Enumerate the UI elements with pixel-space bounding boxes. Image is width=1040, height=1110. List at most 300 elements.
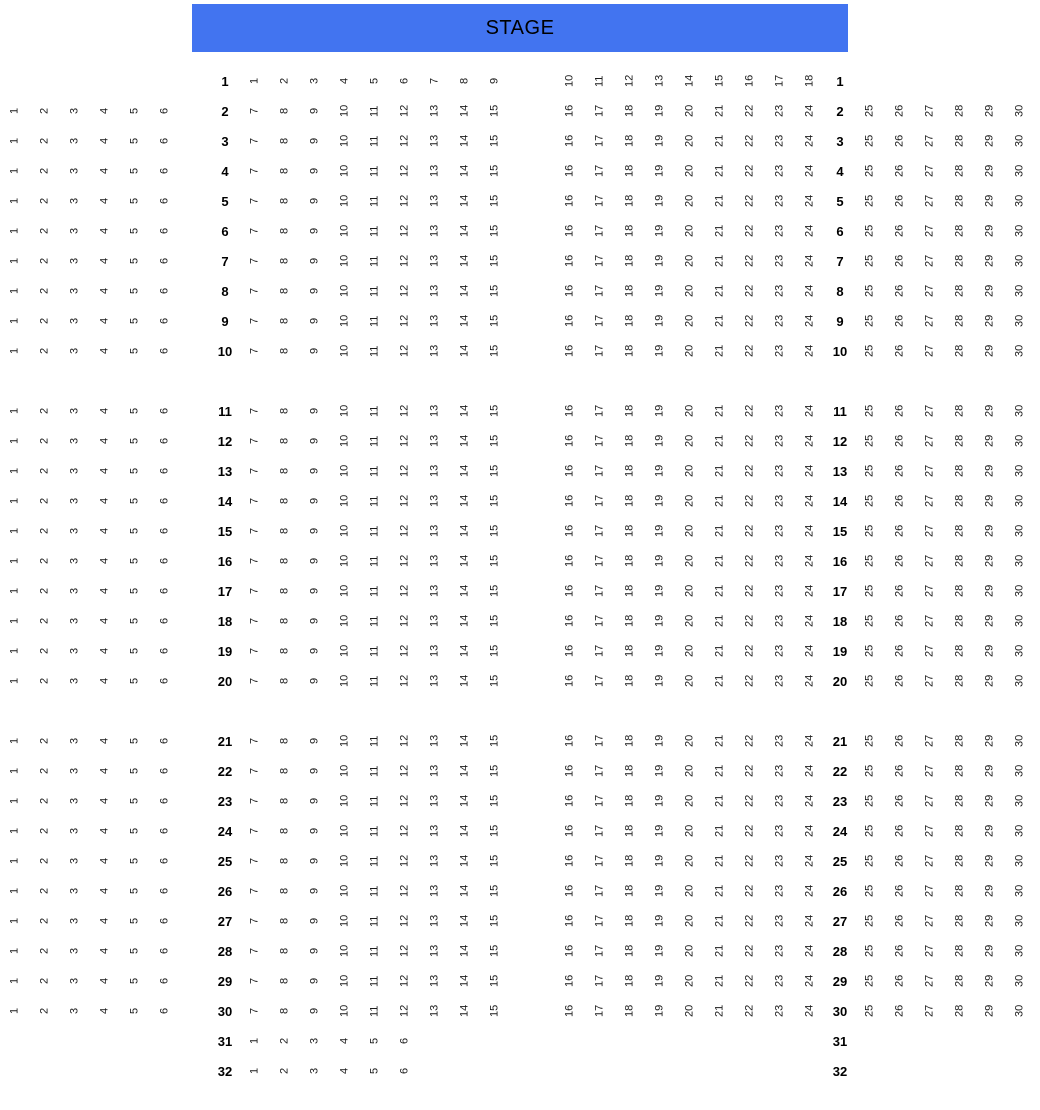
seat[interactable]: 22 [743, 1004, 756, 1018]
seat[interactable]: 28 [953, 944, 966, 958]
seat[interactable]: 29 [983, 314, 996, 328]
seat[interactable]: 22 [743, 194, 756, 208]
seat[interactable]: 11 [368, 795, 381, 807]
seat[interactable]: 4 [98, 587, 111, 595]
seat[interactable]: 26 [893, 524, 906, 538]
seat[interactable]: 11 [368, 675, 381, 687]
seat[interactable]: 28 [953, 344, 966, 358]
seat[interactable]: 17 [593, 854, 606, 868]
seat[interactable]: 23 [773, 644, 786, 658]
seat[interactable]: 4 [98, 827, 111, 835]
seat[interactable]: 29 [983, 614, 996, 628]
seat[interactable]: 9 [308, 497, 321, 505]
seat[interactable]: 25 [863, 1004, 876, 1018]
seat[interactable]: 23 [773, 554, 786, 568]
seat[interactable]: 2 [38, 467, 51, 475]
seat[interactable]: 25 [863, 164, 876, 178]
seat[interactable]: 22 [743, 614, 756, 628]
seat[interactable]: 22 [743, 734, 756, 748]
seat[interactable]: 15 [713, 74, 726, 88]
seat[interactable]: 14 [458, 764, 471, 778]
seat[interactable]: 29 [983, 884, 996, 898]
seat[interactable]: 19 [653, 554, 666, 568]
seat[interactable]: 6 [398, 1067, 411, 1075]
seat[interactable]: 23 [773, 794, 786, 808]
seat[interactable]: 9 [308, 617, 321, 625]
seat[interactable]: 13 [653, 74, 666, 88]
seat[interactable]: 21 [713, 284, 726, 298]
seat[interactable]: 9 [308, 797, 321, 805]
seat[interactable]: 15 [488, 554, 501, 568]
seat[interactable]: 27 [923, 494, 936, 508]
seat[interactable]: 23 [773, 344, 786, 358]
seat[interactable]: 17 [593, 884, 606, 898]
seat[interactable]: 3 [68, 917, 81, 925]
seat[interactable]: 13 [428, 734, 441, 748]
seat[interactable]: 3 [68, 947, 81, 955]
seat[interactable]: 11 [368, 645, 381, 657]
seat[interactable]: 17 [593, 404, 606, 418]
seat[interactable]: 26 [893, 974, 906, 988]
seat[interactable]: 5 [128, 107, 141, 115]
seat[interactable]: 19 [653, 224, 666, 238]
seat[interactable]: 4 [98, 257, 111, 265]
seat[interactable]: 30 [1013, 884, 1026, 898]
seat[interactable]: 10 [338, 1004, 351, 1018]
seat[interactable]: 26 [893, 1004, 906, 1018]
seat[interactable]: 19 [653, 254, 666, 268]
seat[interactable]: 3 [68, 257, 81, 265]
seat[interactable]: 8 [278, 197, 291, 205]
seat[interactable]: 12 [398, 494, 411, 508]
seat[interactable]: 4 [98, 407, 111, 415]
seat[interactable]: 19 [653, 104, 666, 118]
seat[interactable]: 27 [923, 224, 936, 238]
seat[interactable]: 9 [308, 437, 321, 445]
seat[interactable]: 12 [398, 284, 411, 298]
seat[interactable]: 20 [683, 554, 696, 568]
seat[interactable]: 9 [308, 587, 321, 595]
seat[interactable]: 28 [953, 854, 966, 868]
seat[interactable]: 24 [803, 404, 816, 418]
seat[interactable]: 2 [38, 227, 51, 235]
seat[interactable]: 18 [623, 254, 636, 268]
seat[interactable]: 15 [488, 944, 501, 958]
seat[interactable]: 19 [653, 854, 666, 868]
seat[interactable]: 20 [683, 284, 696, 298]
seat[interactable]: 4 [98, 917, 111, 925]
seat[interactable]: 24 [803, 314, 816, 328]
seat[interactable]: 9 [308, 1007, 321, 1015]
seat[interactable]: 10 [338, 644, 351, 658]
seat[interactable]: 15 [488, 974, 501, 988]
seat[interactable]: 6 [158, 167, 171, 175]
seat[interactable]: 23 [773, 914, 786, 928]
seat[interactable]: 6 [158, 107, 171, 115]
seat[interactable]: 8 [278, 557, 291, 565]
seat[interactable]: 10 [338, 884, 351, 898]
seat[interactable]: 14 [458, 824, 471, 838]
seat[interactable]: 30 [1013, 134, 1026, 148]
seat[interactable]: 30 [1013, 524, 1026, 538]
seat[interactable]: 24 [803, 254, 816, 268]
seat[interactable]: 13 [428, 794, 441, 808]
seat[interactable]: 7 [248, 887, 261, 895]
seat[interactable]: 5 [128, 887, 141, 895]
seat[interactable]: 30 [1013, 674, 1026, 688]
seat[interactable]: 29 [983, 674, 996, 688]
seat[interactable]: 17 [593, 764, 606, 778]
seat[interactable]: 25 [863, 194, 876, 208]
seat[interactable]: 11 [368, 855, 381, 867]
seat[interactable]: 13 [428, 584, 441, 598]
seat[interactable]: 3 [68, 137, 81, 145]
seat[interactable]: 10 [338, 314, 351, 328]
seat[interactable]: 27 [923, 404, 936, 418]
seat[interactable]: 9 [308, 977, 321, 985]
seat[interactable]: 24 [803, 854, 816, 868]
seat[interactable]: 2 [38, 257, 51, 265]
seat[interactable]: 30 [1013, 314, 1026, 328]
seat[interactable]: 29 [983, 434, 996, 448]
seat[interactable]: 15 [488, 344, 501, 358]
seat[interactable]: 28 [953, 734, 966, 748]
seat[interactable]: 17 [593, 554, 606, 568]
seat[interactable]: 25 [863, 944, 876, 958]
seat[interactable]: 30 [1013, 404, 1026, 418]
seat[interactable]: 7 [248, 587, 261, 595]
seat[interactable]: 3 [68, 437, 81, 445]
seat[interactable]: 22 [743, 164, 756, 178]
seat[interactable]: 24 [803, 644, 816, 658]
seat[interactable]: 28 [953, 284, 966, 298]
seat[interactable]: 17 [593, 824, 606, 838]
seat[interactable]: 16 [563, 344, 576, 358]
seat[interactable]: 5 [128, 197, 141, 205]
seat[interactable]: 1 [8, 1007, 21, 1015]
seat[interactable]: 2 [38, 167, 51, 175]
seat[interactable]: 21 [713, 194, 726, 208]
seat[interactable]: 2 [38, 797, 51, 805]
seat[interactable]: 21 [713, 974, 726, 988]
seat[interactable]: 20 [683, 944, 696, 958]
seat[interactable]: 11 [368, 165, 381, 177]
seat[interactable]: 18 [623, 584, 636, 598]
seat[interactable]: 12 [398, 794, 411, 808]
seat[interactable]: 22 [743, 464, 756, 478]
seat[interactable]: 29 [983, 974, 996, 988]
seat[interactable]: 6 [158, 737, 171, 745]
seat[interactable]: 13 [428, 464, 441, 478]
seat[interactable]: 22 [743, 404, 756, 418]
seat[interactable]: 25 [863, 284, 876, 298]
seat[interactable]: 25 [863, 434, 876, 448]
seat[interactable]: 3 [68, 497, 81, 505]
seat[interactable]: 16 [563, 224, 576, 238]
seat[interactable]: 24 [803, 824, 816, 838]
seat[interactable]: 29 [983, 764, 996, 778]
seat[interactable]: 13 [428, 314, 441, 328]
seat[interactable]: 9 [308, 347, 321, 355]
seat[interactable]: 26 [893, 944, 906, 958]
seat[interactable]: 20 [683, 464, 696, 478]
seat[interactable]: 29 [983, 104, 996, 118]
seat[interactable]: 8 [278, 767, 291, 775]
seat[interactable]: 21 [713, 884, 726, 898]
seat[interactable]: 26 [893, 884, 906, 898]
seat[interactable]: 12 [398, 194, 411, 208]
seat[interactable]: 20 [683, 764, 696, 778]
seat[interactable]: 19 [653, 764, 666, 778]
seat[interactable]: 21 [713, 164, 726, 178]
seat[interactable]: 17 [593, 254, 606, 268]
seat[interactable]: 1 [8, 947, 21, 955]
seat[interactable]: 17 [593, 974, 606, 988]
seat[interactable]: 4 [98, 977, 111, 985]
seat[interactable]: 25 [863, 824, 876, 838]
seat[interactable]: 3 [68, 647, 81, 655]
seat[interactable]: 22 [743, 224, 756, 238]
seat[interactable]: 16 [563, 194, 576, 208]
seat[interactable]: 14 [458, 554, 471, 568]
seat[interactable]: 20 [683, 194, 696, 208]
seat[interactable]: 21 [713, 134, 726, 148]
seat[interactable]: 28 [953, 404, 966, 418]
seat[interactable]: 11 [368, 225, 381, 237]
seat[interactable]: 4 [98, 527, 111, 535]
seat[interactable]: 11 [368, 255, 381, 267]
seat[interactable]: 7 [428, 77, 441, 85]
seat[interactable]: 28 [953, 614, 966, 628]
seat[interactable]: 28 [953, 194, 966, 208]
seat[interactable]: 27 [923, 194, 936, 208]
seat[interactable]: 11 [368, 405, 381, 417]
seat[interactable]: 26 [893, 224, 906, 238]
seat[interactable]: 8 [278, 497, 291, 505]
seat[interactable]: 6 [158, 587, 171, 595]
seat[interactable]: 19 [653, 494, 666, 508]
seat[interactable]: 20 [683, 134, 696, 148]
seat[interactable]: 22 [743, 584, 756, 598]
seat[interactable]: 5 [128, 797, 141, 805]
seat[interactable]: 8 [278, 167, 291, 175]
seat[interactable]: 5 [128, 287, 141, 295]
seat[interactable]: 28 [953, 104, 966, 118]
seat[interactable]: 17 [593, 194, 606, 208]
seat[interactable]: 3 [68, 887, 81, 895]
seat[interactable]: 5 [128, 257, 141, 265]
seat[interactable]: 16 [563, 1004, 576, 1018]
seat[interactable]: 10 [338, 344, 351, 358]
seat[interactable]: 18 [623, 884, 636, 898]
seat[interactable]: 16 [563, 974, 576, 988]
seat[interactable]: 7 [248, 797, 261, 805]
seat[interactable]: 26 [893, 464, 906, 478]
seat[interactable]: 16 [563, 764, 576, 778]
seat[interactable]: 3 [68, 827, 81, 835]
seat[interactable]: 1 [8, 257, 21, 265]
seat[interactable]: 14 [458, 314, 471, 328]
seat[interactable]: 27 [923, 314, 936, 328]
seat[interactable]: 12 [398, 674, 411, 688]
seat[interactable]: 12 [623, 74, 636, 88]
seat[interactable]: 30 [1013, 434, 1026, 448]
seat[interactable]: 8 [278, 407, 291, 415]
seat[interactable]: 24 [803, 944, 816, 958]
seat[interactable]: 1 [8, 977, 21, 985]
seat[interactable]: 20 [683, 884, 696, 898]
seat[interactable]: 12 [398, 224, 411, 238]
seat[interactable]: 21 [713, 404, 726, 418]
seat[interactable]: 1 [8, 557, 21, 565]
seat[interactable]: 4 [98, 467, 111, 475]
seat[interactable]: 11 [368, 825, 381, 837]
seat[interactable]: 7 [248, 527, 261, 535]
seat[interactable]: 19 [653, 734, 666, 748]
seat[interactable]: 5 [128, 557, 141, 565]
seat[interactable]: 8 [278, 977, 291, 985]
seat[interactable]: 3 [68, 527, 81, 535]
seat[interactable]: 14 [458, 434, 471, 448]
seat[interactable]: 27 [923, 944, 936, 958]
seat[interactable]: 29 [983, 854, 996, 868]
seat[interactable]: 13 [428, 764, 441, 778]
seat[interactable]: 16 [563, 554, 576, 568]
seat[interactable]: 12 [398, 884, 411, 898]
seat[interactable]: 25 [863, 794, 876, 808]
seat[interactable]: 2 [38, 407, 51, 415]
seat[interactable]: 29 [983, 734, 996, 748]
seat[interactable]: 18 [803, 74, 816, 88]
seat[interactable]: 28 [953, 224, 966, 238]
seat[interactable]: 10 [338, 974, 351, 988]
seat[interactable]: 30 [1013, 494, 1026, 508]
seat[interactable]: 27 [923, 734, 936, 748]
seat[interactable]: 5 [128, 317, 141, 325]
seat[interactable]: 10 [338, 794, 351, 808]
seat[interactable]: 13 [428, 524, 441, 538]
seat[interactable]: 18 [623, 824, 636, 838]
seat[interactable]: 17 [593, 344, 606, 358]
seat[interactable]: 15 [488, 674, 501, 688]
seat[interactable]: 16 [563, 854, 576, 868]
seat[interactable]: 11 [368, 555, 381, 567]
seat[interactable]: 22 [743, 254, 756, 268]
seat[interactable]: 16 [563, 134, 576, 148]
seat[interactable]: 22 [743, 134, 756, 148]
seat[interactable]: 5 [128, 497, 141, 505]
seat[interactable]: 27 [923, 974, 936, 988]
seat[interactable]: 21 [713, 794, 726, 808]
seat[interactable]: 27 [923, 794, 936, 808]
seat[interactable]: 15 [488, 164, 501, 178]
seat[interactable]: 14 [458, 884, 471, 898]
seat[interactable]: 28 [953, 164, 966, 178]
seat[interactable]: 14 [458, 734, 471, 748]
seat[interactable]: 6 [398, 1037, 411, 1045]
seat[interactable]: 18 [623, 674, 636, 688]
seat[interactable]: 23 [773, 284, 786, 298]
seat[interactable]: 13 [428, 614, 441, 628]
seat[interactable]: 2 [38, 527, 51, 535]
seat[interactable]: 23 [773, 974, 786, 988]
seat[interactable]: 25 [863, 584, 876, 598]
seat[interactable]: 1 [8, 437, 21, 445]
seat[interactable]: 23 [773, 614, 786, 628]
seat[interactable]: 15 [488, 1004, 501, 1018]
seat[interactable]: 16 [563, 884, 576, 898]
seat[interactable]: 10 [338, 284, 351, 298]
seat[interactable]: 13 [428, 1004, 441, 1018]
seat[interactable]: 30 [1013, 344, 1026, 358]
seat[interactable]: 30 [1013, 944, 1026, 958]
seat[interactable]: 9 [308, 557, 321, 565]
seat[interactable]: 15 [488, 524, 501, 538]
seat[interactable]: 9 [308, 887, 321, 895]
seat[interactable]: 30 [1013, 914, 1026, 928]
seat[interactable]: 18 [623, 914, 636, 928]
seat[interactable]: 21 [713, 104, 726, 118]
seat[interactable]: 11 [368, 1005, 381, 1017]
seat[interactable]: 14 [458, 854, 471, 868]
seat[interactable]: 18 [623, 344, 636, 358]
seat[interactable]: 30 [1013, 614, 1026, 628]
seat[interactable]: 13 [428, 554, 441, 568]
seat[interactable]: 22 [743, 344, 756, 358]
seat[interactable]: 14 [458, 974, 471, 988]
seat[interactable]: 25 [863, 404, 876, 418]
seat[interactable]: 2 [38, 857, 51, 865]
seat[interactable]: 4 [98, 647, 111, 655]
seat[interactable]: 28 [953, 974, 966, 988]
seat[interactable]: 14 [458, 494, 471, 508]
seat[interactable]: 13 [428, 494, 441, 508]
seat[interactable]: 7 [248, 347, 261, 355]
seat[interactable]: 25 [863, 914, 876, 928]
seat[interactable]: 12 [398, 584, 411, 598]
seat[interactable]: 22 [743, 524, 756, 538]
seat[interactable]: 20 [683, 974, 696, 988]
seat[interactable]: 15 [488, 494, 501, 508]
seat[interactable]: 25 [863, 494, 876, 508]
seat[interactable]: 27 [923, 524, 936, 538]
seat[interactable]: 19 [653, 644, 666, 658]
seat[interactable]: 6 [158, 197, 171, 205]
seat[interactable]: 2 [38, 917, 51, 925]
seat[interactable]: 1 [8, 467, 21, 475]
seat[interactable]: 2 [38, 557, 51, 565]
seat[interactable]: 24 [803, 284, 816, 298]
seat[interactable]: 11 [593, 75, 606, 87]
seat[interactable]: 21 [713, 674, 726, 688]
seat[interactable]: 25 [863, 734, 876, 748]
seat[interactable]: 11 [368, 285, 381, 297]
seat[interactable]: 25 [863, 314, 876, 328]
seat[interactable]: 13 [428, 254, 441, 268]
seat[interactable]: 9 [308, 227, 321, 235]
seat[interactable]: 30 [1013, 224, 1026, 238]
seat[interactable]: 6 [158, 407, 171, 415]
seat[interactable]: 14 [458, 194, 471, 208]
seat[interactable]: 1 [8, 347, 21, 355]
seat[interactable]: 28 [953, 914, 966, 928]
seat[interactable]: 26 [893, 824, 906, 838]
seat[interactable]: 21 [713, 1004, 726, 1018]
seat[interactable]: 24 [803, 134, 816, 148]
seat[interactable]: 30 [1013, 104, 1026, 118]
seat[interactable]: 17 [593, 134, 606, 148]
seat[interactable]: 20 [683, 434, 696, 448]
